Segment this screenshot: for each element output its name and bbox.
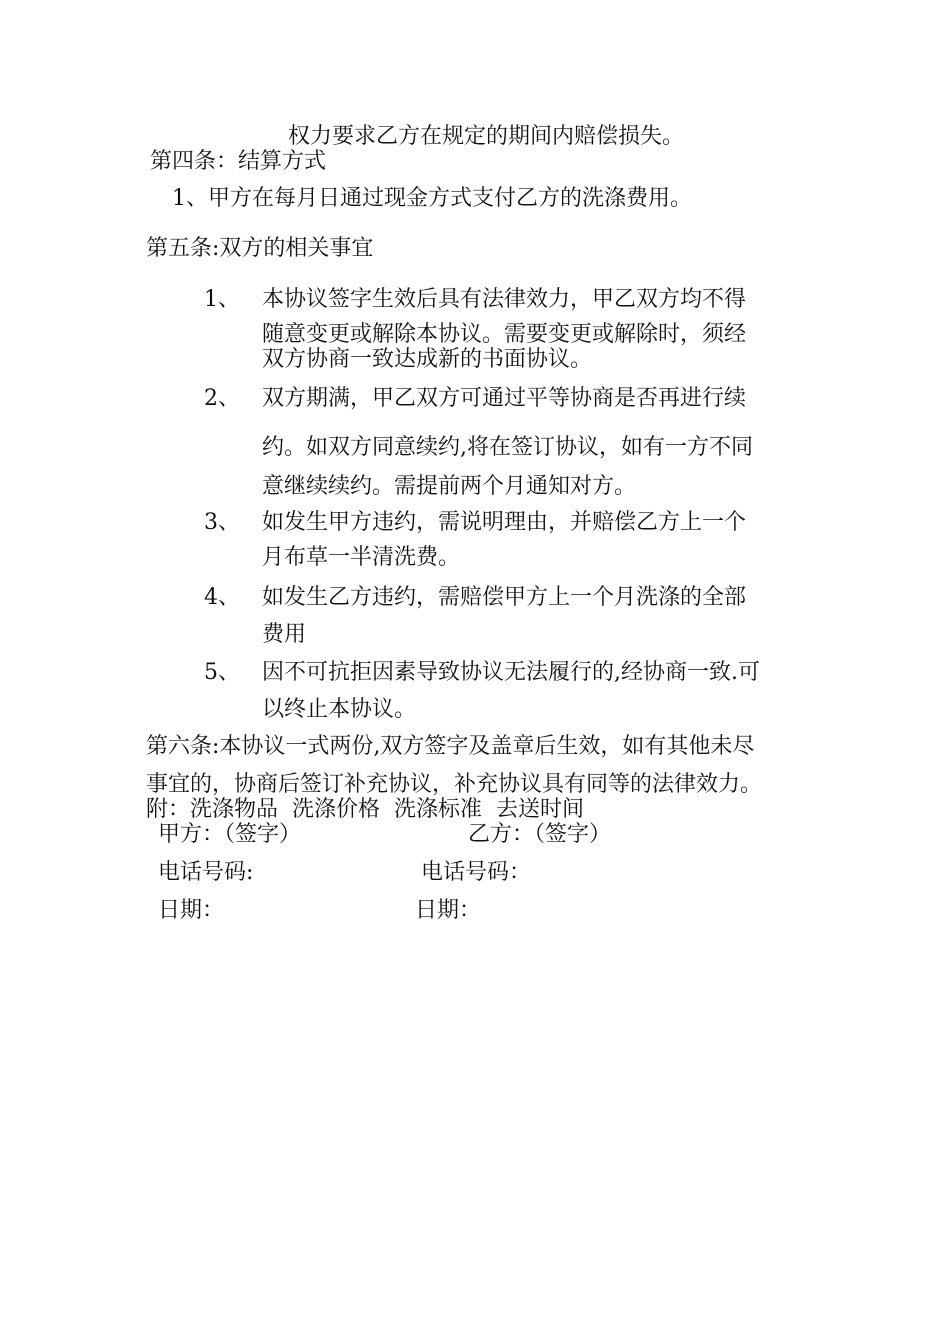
article4-heading: 第四条：结算方式	[150, 149, 327, 174]
article6-line2: 事宜的，协商后签订补充协议，补充协议具有同等的法律效力。	[146, 772, 763, 797]
article5-item2-line1: 双方期满，甲乙双方可通过平等协商是否再进行续	[262, 386, 747, 411]
party-a-date: 日期：	[158, 898, 225, 923]
article5-item5-number: 5、	[204, 660, 240, 685]
appendix-line: 附：洗涤物品 洗涤价格 洗涤标准 去送时间	[146, 797, 584, 822]
article5-item4-number: 4、	[204, 585, 240, 610]
article5-item1-line2: 随意变更或解除本协议。需要变更或解除时，须经	[262, 322, 747, 347]
article5-item4-line1: 如发生乙方违约，需赔偿甲方上一个月洗涤的全部	[262, 585, 747, 610]
article5-item4-line2: 费用	[262, 622, 307, 647]
intro-line: 权力要求乙方在规定的期间内赔偿损失。	[288, 124, 685, 149]
article5-item1-number: 1、	[204, 287, 240, 312]
party-b-sign: 乙方：（签字）	[468, 822, 612, 847]
article5-item2-line2: 约。如双方同意续约,将在签订协议，如有一方不同	[262, 435, 753, 460]
article5-item3-number: 3、	[204, 510, 240, 535]
article6-line1: 第六条:本协议一式两份,双方签字及盖章后生效，如有其他未尽	[146, 734, 755, 759]
article5-heading: 第五条:双方的相关事宜	[146, 236, 374, 261]
article5-item5-line1: 因不可抗拒因素导致协议无法履行的,经协商一致.可	[262, 660, 760, 685]
party-b-phone: 电话号码：	[421, 860, 532, 885]
party-a-phone: 电话号码:	[158, 860, 254, 885]
article5-item3-line2: 月布草一半清洗费。	[262, 545, 461, 570]
article5-item5-line2: 以终止本协议。	[262, 697, 417, 722]
party-b-date: 日期：	[415, 898, 482, 923]
party-a-sign: 甲方：（签字）	[158, 822, 302, 847]
article5-item1-line1: 本协议签字生效后具有法律效力，甲乙双方均不得	[262, 287, 747, 312]
article5-item2-line3: 意继续续约。需提前两个月通知对方。	[262, 474, 637, 499]
article5-item3-line1: 如发生甲方违约，需说明理由，并赔偿乙方上一个	[262, 510, 747, 535]
article5-item2-number: 2、	[204, 386, 240, 411]
article4-item1: 1、甲方在每月日通过现金方式支付乙方的洗涤费用。	[172, 186, 692, 211]
article5-item1-line3: 双方协商一致达成新的书面协议。	[262, 347, 593, 372]
